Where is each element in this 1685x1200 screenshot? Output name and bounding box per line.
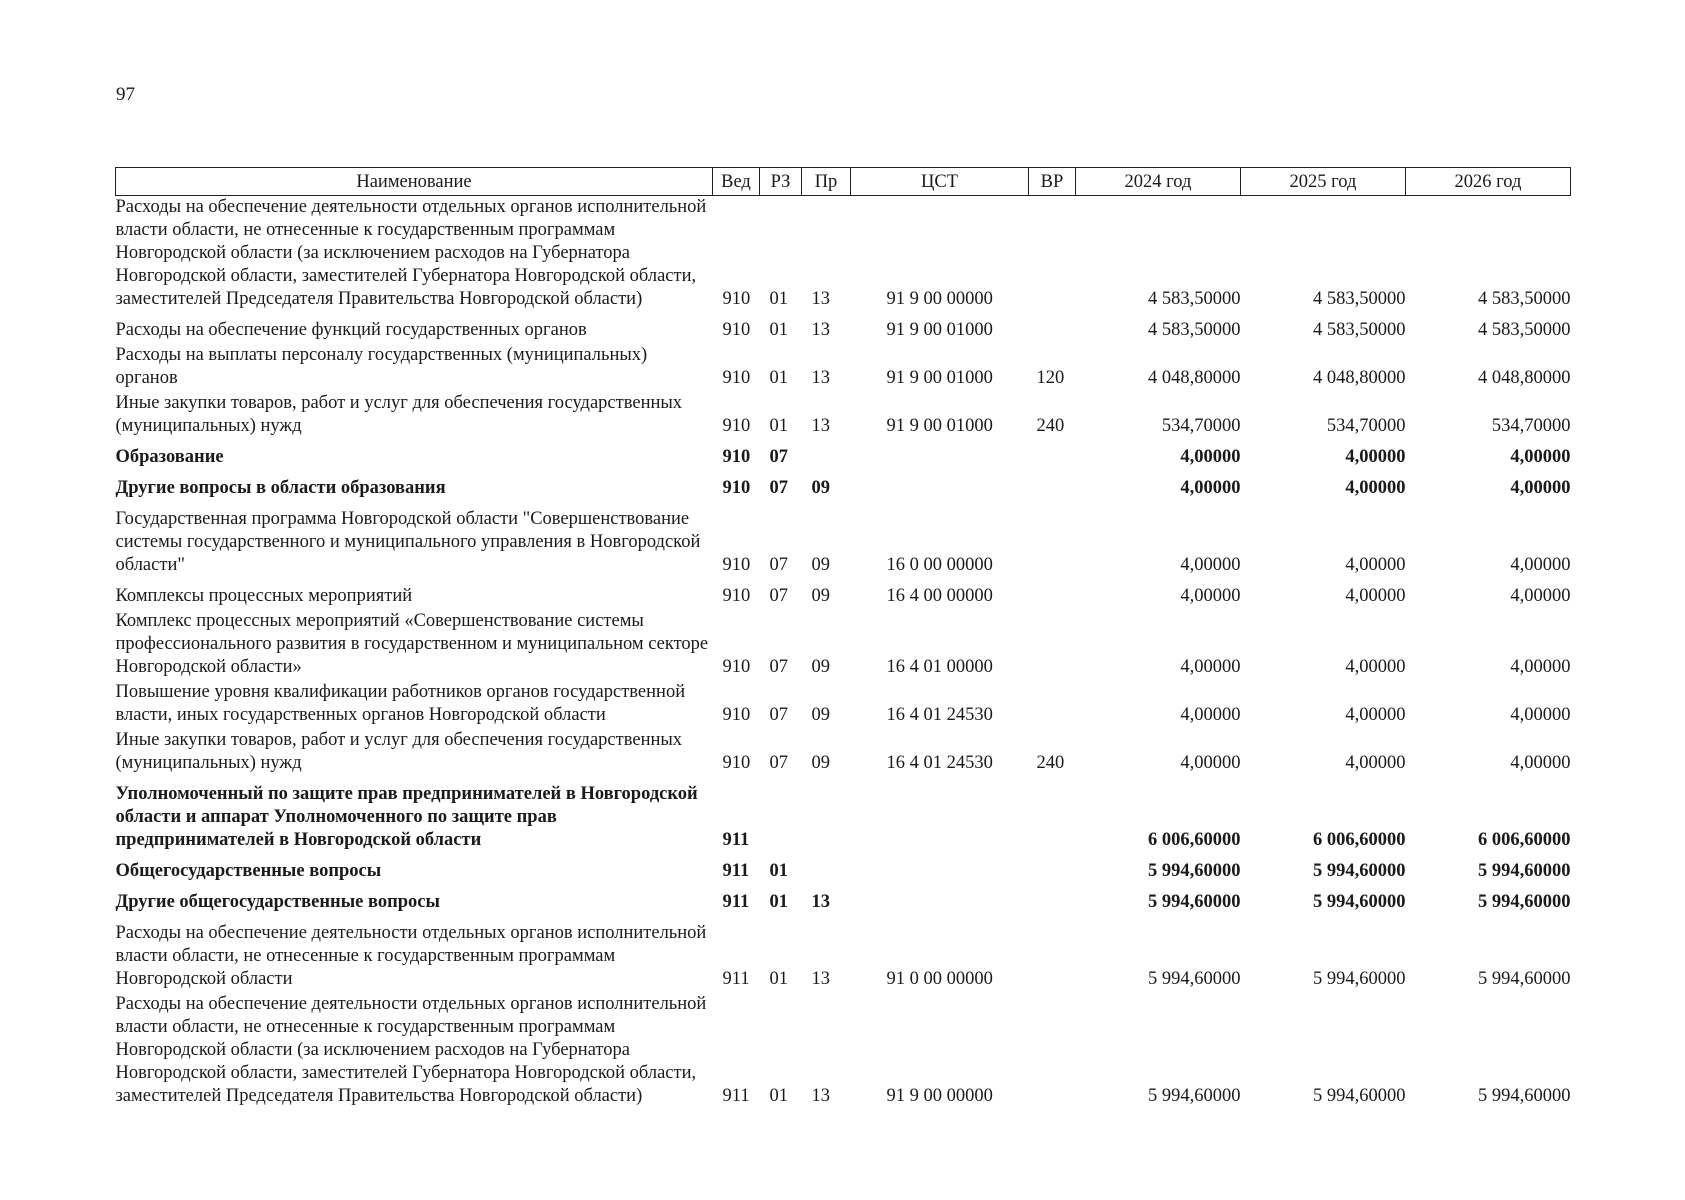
cell-year-2026: 4,00000 <box>1510 753 1571 773</box>
table-row <box>116 440 1571 471</box>
cell-vr <box>1029 777 1076 854</box>
cell-pr: 13 <box>811 969 830 989</box>
cell-year-2024: 4,00000 <box>1180 478 1241 498</box>
cell-cst: 91 9 00 01000 <box>886 368 993 388</box>
cell-vr <box>1029 854 1076 885</box>
cell-rz: 01 <box>769 969 788 989</box>
table-row <box>116 313 1571 344</box>
cell-pr: 09 <box>811 555 830 575</box>
cell-name: Расходы на обеспечение функций государственных органов <box>115 320 587 340</box>
cell-year-2024: 4,00000 <box>1180 447 1241 467</box>
cell-cst: 16 4 01 24530 <box>886 705 993 725</box>
cell-year-2025: 4 048,80000 <box>1313 368 1406 388</box>
cell-year-2025: 4,00000 <box>1345 657 1406 677</box>
cell-name: Уполномоченный по защите прав предпринимателей в Новгородской области и аппарат Уполномоченного по защите прав предпринимателей в Новгородской области <box>115 784 698 850</box>
header-2026: 2026 год <box>1406 168 1571 196</box>
budget-table <box>115 167 1571 1110</box>
cell-year-2024: 4,00000 <box>1180 705 1241 725</box>
cell-rz: 01 <box>769 861 788 881</box>
cell-rz: 01 <box>769 320 788 340</box>
cell-name: Комплекс процессных мероприятий «Совершенствование системы профессионального развития в государственном и муниципальном секторе Новгородской области» <box>115 611 709 677</box>
cell-name: Образование <box>115 447 224 467</box>
cell-ved: 910 <box>722 416 751 436</box>
cell-year-2024: 4 048,80000 <box>1148 368 1241 388</box>
cell-year-2026: 534,70000 <box>1491 416 1571 436</box>
cell-pr: 09 <box>811 753 830 773</box>
cell-vr: 120 <box>1036 368 1065 388</box>
cell-rz: 01 <box>769 892 788 912</box>
cell-year-2026: 5 994,60000 <box>1478 1086 1571 1106</box>
cell-year-2026: 4,00000 <box>1510 586 1571 606</box>
cell-rz: 01 <box>769 1086 788 1106</box>
cell-pr: 13 <box>811 416 830 436</box>
table-row <box>116 916 1571 993</box>
header-2024: 2024 год <box>1076 168 1241 196</box>
cell-cst <box>851 777 1029 854</box>
table-body <box>116 196 1571 1111</box>
cell-pr: 13 <box>811 289 830 309</box>
table-row <box>116 579 1571 610</box>
cell-name: Повышение уровня квалификации работников органов государственной власти, иных государственных органов Новгородской области <box>115 682 686 725</box>
cell-year-2024: 5 994,60000 <box>1148 861 1241 881</box>
cell-name: Расходы на выплаты персоналу государственных (муниципальных) органов <box>115 345 648 388</box>
cell-year-2024: 4,00000 <box>1180 753 1241 773</box>
cell-year-2024: 5 994,60000 <box>1148 969 1241 989</box>
cell-name: Иные закупки товаров, работ и услуг для обеспечения государственных (муниципальных) нужд <box>115 730 683 773</box>
cell-ved: 910 <box>722 368 751 388</box>
table-row <box>116 729 1571 777</box>
cell-year-2025: 6 006,60000 <box>1313 830 1406 850</box>
cell-cst: 91 9 00 00000 <box>886 289 993 309</box>
cell-rz: 01 <box>769 416 788 436</box>
cell-year-2024: 6 006,60000 <box>1148 830 1241 850</box>
cell-cst <box>851 885 1029 916</box>
cell-year-2025: 4 583,50000 <box>1313 320 1406 340</box>
cell-cst <box>851 440 1029 471</box>
header-ved: Вед <box>713 168 760 196</box>
cell-year-2025: 5 994,60000 <box>1313 969 1406 989</box>
cell-year-2026: 4,00000 <box>1510 657 1571 677</box>
cell-cst: 91 9 00 00000 <box>886 1086 993 1106</box>
table-header <box>116 168 1571 196</box>
cell-name: Другие общегосударственные вопросы <box>115 892 440 912</box>
cell-cst: 16 4 01 24530 <box>886 753 993 773</box>
cell-pr: 09 <box>811 657 830 677</box>
cell-year-2026: 4,00000 <box>1510 705 1571 725</box>
header-pr: Пр <box>802 168 851 196</box>
cell-year-2024: 5 994,60000 <box>1148 892 1241 912</box>
cell-vr <box>1029 993 1076 1110</box>
cell-year-2026: 5 994,60000 <box>1478 969 1571 989</box>
cell-cst <box>851 471 1029 502</box>
cell-pr: 13 <box>811 320 830 340</box>
cell-pr <box>802 440 851 471</box>
cell-rz: 07 <box>769 753 788 773</box>
cell-ved: 911 <box>722 830 750 850</box>
cell-year-2024: 4,00000 <box>1180 555 1241 575</box>
cell-year-2026: 4 583,50000 <box>1478 289 1571 309</box>
table-row <box>116 993 1571 1110</box>
header-rz: РЗ <box>760 168 802 196</box>
cell-rz: 07 <box>769 657 788 677</box>
cell-ved: 910 <box>722 320 751 340</box>
cell-rz: 01 <box>769 289 788 309</box>
cell-ved: 910 <box>722 586 751 606</box>
cell-cst: 91 9 00 01000 <box>886 320 993 340</box>
cell-year-2025: 4,00000 <box>1345 753 1406 773</box>
cell-rz: 07 <box>769 478 788 498</box>
cell-pr: 09 <box>811 586 830 606</box>
cell-rz <box>760 777 802 854</box>
cell-year-2026: 4,00000 <box>1510 555 1571 575</box>
cell-cst <box>851 854 1029 885</box>
cell-vr <box>1029 196 1076 314</box>
cell-year-2026: 4,00000 <box>1510 478 1571 498</box>
cell-cst: 16 4 00 00000 <box>886 586 993 606</box>
cell-pr: 13 <box>811 368 830 388</box>
cell-year-2024: 4,00000 <box>1180 586 1241 606</box>
cell-ved: 910 <box>722 705 751 725</box>
header-2025: 2025 год <box>1241 168 1406 196</box>
table-row <box>116 471 1571 502</box>
cell-vr <box>1029 916 1076 993</box>
cell-rz: 07 <box>769 447 788 467</box>
cell-vr <box>1029 313 1076 344</box>
cell-vr: 240 <box>1036 753 1065 773</box>
cell-name: Расходы на обеспечение деятельности отдельных органов исполнительной власти области, не отнесенные к государственным программам Новгородской области (за исключением расходов на Губернатора Новгородской области, заместителей Губернатора Новгородской области, заместителей Председателя Правительства Новгородской области) <box>115 197 707 309</box>
cell-year-2025: 4,00000 <box>1345 478 1406 498</box>
cell-ved: 910 <box>722 657 751 677</box>
cell-name: Иные закупки товаров, работ и услуг для обеспечения государственных (муниципальных) нужд <box>115 393 683 436</box>
cell-vr <box>1029 440 1076 471</box>
table-row <box>116 610 1571 681</box>
cell-pr: 09 <box>811 478 830 498</box>
cell-name: Комплексы процессных мероприятий <box>115 586 413 606</box>
table-row <box>116 854 1571 885</box>
table-row <box>116 392 1571 440</box>
cell-ved: 911 <box>722 892 750 912</box>
cell-year-2024: 4 583,50000 <box>1148 289 1241 309</box>
cell-year-2024: 534,70000 <box>1161 416 1241 436</box>
cell-rz: 01 <box>769 368 788 388</box>
cell-cst: 16 0 00 00000 <box>886 555 993 575</box>
cell-year-2026: 5 994,60000 <box>1478 861 1571 881</box>
cell-vr: 240 <box>1036 416 1065 436</box>
cell-year-2026: 4 048,80000 <box>1478 368 1571 388</box>
table-row <box>116 502 1571 579</box>
cell-name: Расходы на обеспечение деятельности отдельных органов исполнительной власти области, не отнесенные к государственным программам Новгородской области (за исключением расходов на Губернатора Новгородской области, заместителей Губернатора Новгородской области, заместителей Председателя Правительства Новгородской области) <box>115 994 707 1106</box>
cell-cst: 91 0 00 00000 <box>886 969 993 989</box>
cell-year-2024: 5 994,60000 <box>1148 1086 1241 1106</box>
table-row <box>116 196 1571 314</box>
page-number: 97 <box>116 84 135 105</box>
cell-year-2025: 5 994,60000 <box>1313 892 1406 912</box>
cell-rz: 07 <box>769 555 788 575</box>
cell-year-2026: 4 583,50000 <box>1478 320 1571 340</box>
cell-vr <box>1029 471 1076 502</box>
cell-cst: 16 4 01 00000 <box>886 657 993 677</box>
cell-year-2024: 4 583,50000 <box>1148 320 1241 340</box>
cell-rz: 07 <box>769 705 788 725</box>
cell-year-2025: 5 994,60000 <box>1313 1086 1406 1106</box>
cell-year-2025: 4,00000 <box>1345 555 1406 575</box>
cell-vr <box>1029 610 1076 681</box>
cell-year-2025: 4,00000 <box>1345 447 1406 467</box>
cell-ved: 911 <box>722 861 750 881</box>
cell-rz: 07 <box>769 586 788 606</box>
cell-year-2024: 4,00000 <box>1180 657 1241 677</box>
cell-year-2025: 4 583,50000 <box>1313 289 1406 309</box>
cell-pr <box>802 777 851 854</box>
cell-vr <box>1029 681 1076 729</box>
table-row <box>116 681 1571 729</box>
header-cst: ЦСТ <box>851 168 1029 196</box>
cell-name: Общегосударственные вопросы <box>115 861 382 881</box>
header-name: Наименование <box>116 168 713 196</box>
cell-name: Расходы на обеспечение деятельности отдельных органов исполнительной власти области, не отнесенные к государственным программам Новгородской области <box>115 923 707 989</box>
cell-pr: 13 <box>811 1086 830 1106</box>
cell-vr <box>1029 502 1076 579</box>
table-row <box>116 885 1571 916</box>
cell-cst: 91 9 00 01000 <box>886 416 993 436</box>
cell-year-2025: 4,00000 <box>1345 586 1406 606</box>
cell-ved: 910 <box>722 289 751 309</box>
cell-year-2025: 5 994,60000 <box>1313 861 1406 881</box>
cell-year-2026: 6 006,60000 <box>1478 830 1571 850</box>
cell-year-2025: 4,00000 <box>1345 705 1406 725</box>
cell-pr: 13 <box>811 892 830 912</box>
cell-ved: 910 <box>722 753 751 773</box>
cell-ved: 910 <box>722 555 751 575</box>
cell-name: Другие вопросы в области образования <box>115 478 446 498</box>
cell-ved: 910 <box>722 478 751 498</box>
cell-name: Государственная программа Новгородской области "Совершенствование системы государственного и муниципального управления в Новгородской области" <box>115 509 701 575</box>
cell-vr <box>1029 579 1076 610</box>
cell-ved: 911 <box>722 969 750 989</box>
cell-year-2026: 4,00000 <box>1510 447 1571 467</box>
cell-pr: 09 <box>811 705 830 725</box>
cell-year-2025: 534,70000 <box>1326 416 1406 436</box>
table-row <box>116 344 1571 392</box>
header-vr: ВР <box>1029 168 1076 196</box>
cell-year-2026: 5 994,60000 <box>1478 892 1571 912</box>
cell-vr <box>1029 885 1076 916</box>
cell-ved: 910 <box>722 447 751 467</box>
cell-pr <box>802 854 851 885</box>
cell-ved: 911 <box>722 1086 750 1106</box>
table-row <box>116 777 1571 854</box>
